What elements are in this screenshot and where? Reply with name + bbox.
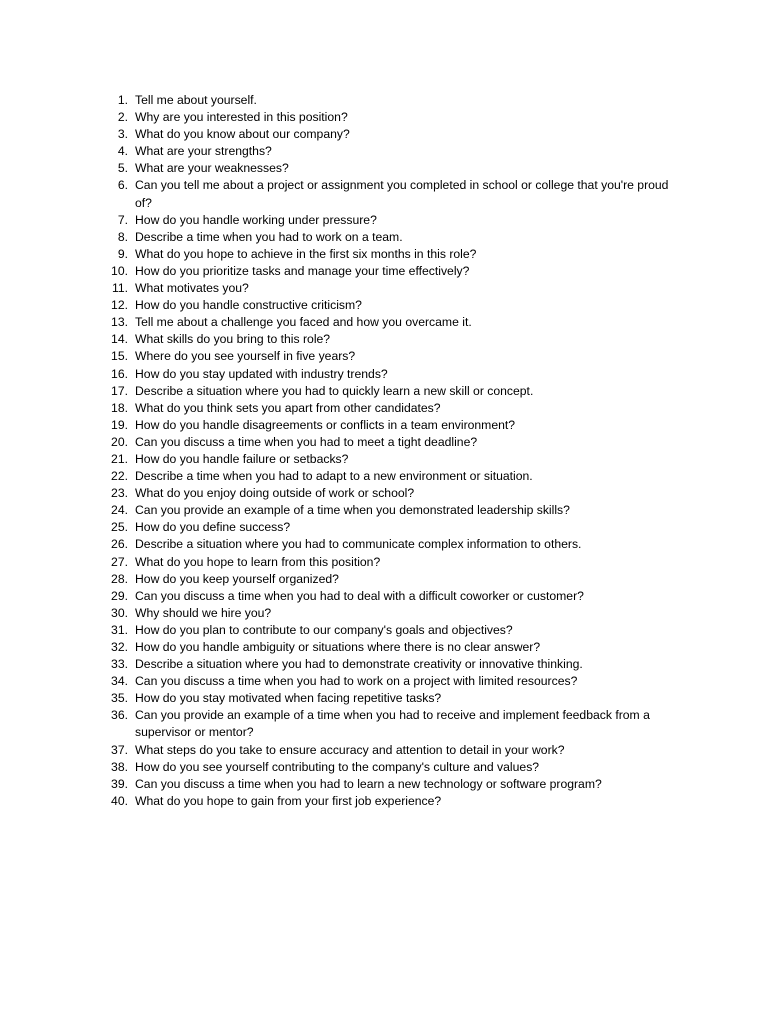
question-item [104, 212, 674, 229]
question-item [104, 280, 674, 297]
question-item [104, 348, 674, 365]
question-text: Describe a situation where you had to demonstrate creativity or innovative thinking. [135, 657, 583, 672]
question-number: 8. [117, 229, 128, 244]
question-number: 33. [111, 657, 128, 672]
question-text: Tell me about yourself. [135, 93, 257, 107]
question-text: What steps do you take to ensure accuracy and attention to detail in your work? [135, 742, 565, 757]
question-text: Why should we hire you? [135, 605, 272, 620]
question-item [104, 554, 674, 571]
question-item [104, 622, 674, 639]
question-text: How do you keep yourself organized? [135, 571, 339, 586]
question-item [104, 143, 674, 160]
question-item [104, 502, 674, 519]
question-number: 36. [111, 708, 128, 723]
question-text: What skills do you bring to this role? [135, 332, 331, 347]
question-item [104, 588, 674, 605]
question-number: 6. [117, 178, 128, 193]
question-text: Can you tell me about a project or assignment you completed in school or college that you're proud of? [135, 178, 669, 210]
question-item [104, 793, 674, 810]
question-number: 18. [111, 400, 128, 415]
question-text: Describe a situation where you had to quickly learn a new skill or concept. [135, 383, 534, 398]
question-item [104, 366, 674, 383]
question-item [104, 434, 674, 451]
question-text: What do you hope to achieve in the first six months in this role? [135, 246, 477, 261]
question-text: How do you handle ambiguity or situations where there is no clear answer? [135, 640, 541, 654]
question-number: 16. [111, 366, 128, 381]
question-text: What motivates you? [135, 281, 249, 296]
question-text: What do you hope to gain from your first job experience? [135, 793, 442, 808]
question-item [104, 776, 674, 793]
question-text: How do you define success? [135, 520, 291, 535]
question-item [104, 297, 674, 314]
question-item [104, 605, 674, 622]
question-text: How do you handle disagreements or conflicts in a team environment? [135, 417, 516, 432]
question-text: Can you discuss a time when you had to meet a tight deadline? [135, 434, 478, 449]
question-text: Can you discuss a time when you had to learn a new technology or software program? [135, 776, 602, 791]
question-text: What do you know about our company? [135, 127, 350, 142]
question-number: 23. [111, 486, 128, 501]
question-number: 2. [117, 110, 128, 125]
question-text: How do you handle constructive criticism? [135, 298, 362, 313]
question-item [104, 759, 674, 776]
question-number: 5. [117, 161, 128, 176]
question-number: 7. [117, 212, 128, 227]
question-text: How do you see yourself contributing to the company's culture and values? [135, 759, 540, 774]
question-text: Tell me about a challenge you faced and how you overcame it. [135, 315, 472, 330]
question-number: 13. [111, 315, 128, 330]
question-text: What do you enjoy doing outside of work or school? [135, 486, 415, 501]
question-item [104, 536, 674, 553]
question-item [104, 519, 674, 536]
question-text: How do you prioritize tasks and manage your time effectively? [135, 263, 470, 278]
question-number: 26. [111, 537, 128, 552]
question-item [104, 468, 674, 485]
question-text: What are your strengths? [135, 144, 272, 159]
question-number: 30. [111, 605, 128, 620]
question-number: 28. [111, 571, 128, 586]
question-number: 34. [111, 674, 128, 689]
question-number: 21. [111, 451, 128, 466]
question-text: What are your weaknesses? [135, 161, 289, 176]
question-number: 9. [117, 246, 128, 261]
question-item [104, 229, 674, 246]
question-number: 29. [111, 588, 128, 603]
question-number: 4. [117, 144, 128, 159]
question-text: Describe a time when you had to work on a team. [135, 229, 403, 244]
question-item [104, 639, 674, 656]
question-item [104, 314, 674, 331]
question-number: 31. [111, 622, 128, 637]
question-number: 22. [111, 469, 128, 484]
question-item [104, 160, 674, 177]
question-text: What do you hope to learn from this position? [135, 554, 381, 569]
question-number: 11. [111, 281, 128, 296]
question-text: Can you provide an example of a time when you demonstrated leadership skills? [135, 503, 570, 518]
question-item [104, 400, 674, 417]
question-text: What do you think sets you apart from other candidates? [135, 400, 441, 415]
question-item [104, 451, 674, 468]
question-item [104, 571, 674, 588]
question-item [104, 263, 674, 280]
question-item [104, 383, 674, 400]
question-item [104, 673, 674, 690]
question-text: Can you discuss a time when you had to deal with a difficult coworker or customer? [135, 588, 584, 603]
question-number: 32. [111, 640, 128, 654]
interview-question-list [104, 92, 674, 810]
question-number: 14. [111, 332, 128, 347]
question-item [104, 656, 674, 673]
question-item [104, 109, 674, 126]
question-text: How do you stay updated with industry trends? [135, 366, 388, 381]
question-number: 27. [111, 554, 128, 569]
question-text: Where do you see yourself in five years? [135, 349, 356, 364]
question-number: 40. [111, 793, 128, 808]
question-text: Can you discuss a time when you had to work on a project with limited resources? [135, 674, 578, 689]
question-number: 24. [111, 503, 128, 518]
question-number: 15. [111, 349, 128, 364]
question-number: 25. [111, 520, 128, 535]
question-item [104, 92, 674, 109]
question-item [104, 126, 674, 143]
question-number: 19. [111, 417, 128, 432]
question-item [104, 246, 674, 263]
question-number: 12. [111, 298, 128, 313]
question-text: Describe a time when you had to adapt to a new environment or situation. [135, 469, 533, 484]
question-number: 37. [111, 742, 128, 757]
question-item [104, 742, 674, 759]
question-text: Can you provide an example of a time when you had to receive and implement feedback from a supervisor or mentor? [135, 708, 650, 740]
question-number: 35. [111, 691, 128, 706]
question-text: How do you stay motivated when facing repetitive tasks? [135, 691, 442, 706]
question-text: Why are you interested in this position? [135, 110, 348, 125]
question-item [104, 331, 674, 348]
question-text: How do you handle failure or setbacks? [135, 451, 349, 466]
question-item [104, 707, 674, 741]
question-number: 20. [111, 434, 128, 449]
question-number: 10. [111, 263, 128, 278]
question-number: 39. [111, 776, 128, 791]
question-number: 38. [111, 759, 128, 774]
question-number: 17. [111, 383, 128, 398]
question-item [104, 485, 674, 502]
question-number: 3. [117, 127, 128, 142]
question-item [104, 177, 674, 211]
question-text: How do you plan to contribute to our company's goals and objectives? [135, 622, 513, 637]
question-text: Describe a situation where you had to communicate complex information to others. [135, 537, 582, 552]
question-number: 1. [117, 93, 128, 107]
question-item [104, 690, 674, 707]
question-item [104, 417, 674, 434]
question-text: How do you handle working under pressure? [135, 212, 377, 227]
